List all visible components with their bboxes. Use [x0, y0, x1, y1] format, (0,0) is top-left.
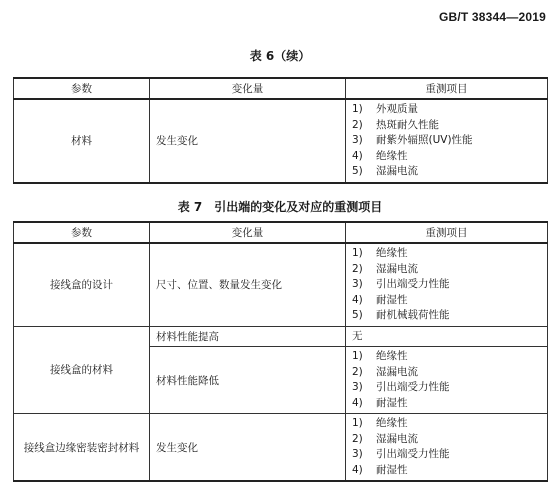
list-item: 1) 外观质量 [352, 103, 418, 115]
param-cell: 接线盒的设计 [14, 243, 150, 326]
list-item: 4) 耐湿性 [352, 293, 408, 306]
standard-number: GB/T 38344—2019 [438, 10, 546, 24]
list-item: 4) 耐湿性 [352, 463, 408, 476]
list-item: 1) 绝缘性 [352, 350, 408, 362]
param-cell: 接线盒的材料 [14, 326, 150, 414]
header-retest: 重测项目 [346, 78, 548, 99]
list-item: 4) 绝缘性 [352, 149, 408, 162]
change-cell: 材料性能提高 [150, 326, 346, 347]
list-item: 5) 耐机械载荷性能 [352, 309, 450, 321]
table-row [14, 243, 548, 326]
list-item: 4) 耐湿性 [352, 396, 408, 409]
retest-cell [346, 326, 548, 347]
list-item: 1) 绝缘性 [352, 247, 408, 259]
table-row [14, 326, 548, 347]
retest-cell [346, 243, 548, 326]
header-change: 变化量 [150, 222, 346, 243]
list-item: 3) 引出端受力性能 [352, 381, 450, 393]
list-item: 2) 湿漏电流 [352, 432, 418, 445]
change-cell: 发生变化 [150, 99, 346, 183]
table6-header-row [14, 78, 548, 99]
change-cell: 材料性能降低 [150, 347, 346, 414]
table6-caption: 表 6（续） [249, 49, 311, 63]
table7-header-row [14, 222, 548, 243]
list-item: 2) 湿漏电流 [352, 365, 418, 378]
list-item: 5) 湿漏电流 [352, 165, 418, 177]
list-item: 3) 引出端受力性能 [352, 278, 450, 290]
list-item: 3) 耐紫外辐照(UV)性能 [352, 134, 473, 146]
header-change: 变化量 [150, 78, 346, 99]
table-row [14, 414, 548, 482]
list-item: 3) 引出端受力性能 [352, 448, 450, 460]
list-item: 2) 湿漏电流 [352, 262, 418, 275]
table7-caption: 表 7 引出端的变化及对应的重测项目 [177, 200, 383, 214]
retest-cell [346, 347, 548, 414]
header-param: 参数 [14, 78, 150, 99]
header-param: 参数 [14, 222, 150, 243]
table-row [14, 99, 548, 183]
table7 [13, 221, 548, 482]
list-item: 2) 热斑耐久性能 [352, 118, 439, 131]
change-cell: 尺寸、位置、数量发生变化 [150, 243, 346, 326]
retest-cell [346, 99, 548, 183]
table6 [13, 77, 548, 184]
change-cell: 发生变化 [150, 414, 346, 482]
param-cell: 材料 [14, 99, 150, 183]
list-item: 无 [352, 329, 363, 342]
param-cell: 接线盒边缘密装密封材料 [14, 414, 150, 482]
header-retest: 重测项目 [346, 222, 548, 243]
list-item: 1) 绝缘性 [352, 417, 408, 429]
retest-cell [346, 414, 548, 482]
